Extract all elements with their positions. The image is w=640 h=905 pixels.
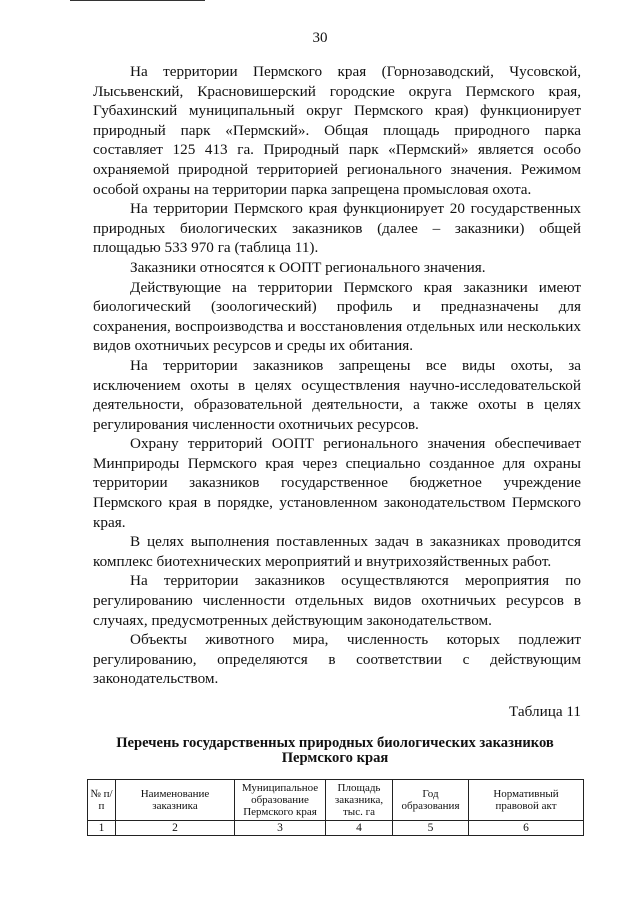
body-text	[93, 62, 581, 689]
column-number-cell: 6	[469, 821, 584, 836]
column-number-cell: 5	[393, 821, 469, 836]
paragraph-hunting-ban: На территории заказников запрещены все виды охоты, за исключением охоты в целях осуществления научно-исследовательской деятельности, образовательной деятельности, а также охоты в целях регулирования численности охотничьих ресурсов.	[93, 356, 581, 433]
paragraph-wildlife-objects: Объекты животного мира, численность которых подлежит регулированию, определяются в соответствии с действующим законодательством.	[93, 631, 581, 688]
reserves-table	[87, 779, 584, 836]
table-column-number-row	[88, 821, 584, 836]
paragraph-natural-park: На территории Пермского края (Горнозаводский, Чусовской, Лысьвенский, Красновишерский городские округа Пермского края, Губахинский муниципальный округ Пермского края) функционирует природный парк «Пермский». Общая площадь природного парка составляет 125 413 га. Природный парк «Пермский» является особо охраняемой природной территорией регионального значения. Режимом особой охраны на территории парка запрещена промысловая охота.	[93, 63, 581, 198]
column-number-cell: 4	[326, 821, 393, 836]
column-number-cell: 3	[235, 821, 326, 836]
paragraph-regulation: На территории заказников осуществляются мероприятия по регулированию численности отдельных видов охотничьих ресурсов в случаях, предусмотренных действующим законодательством.	[93, 572, 581, 629]
column-number-cell: 1	[88, 821, 116, 836]
paragraph-protection: Охрану территорий ООПТ регионального значения обеспечивает Минприроды Пермского края через специально созданное для охраны территории заказников государственное бюджетное учреждение Пермского края в порядке, установленном законодательством Пермского края.	[93, 435, 581, 531]
header-legal-act: Нормативный правовой акт	[469, 780, 584, 821]
header-area: Площадь заказника, тыс. га	[326, 780, 393, 821]
header-year: Год образования	[393, 780, 469, 821]
header-reserve-name: Наименование заказника	[116, 780, 235, 821]
paragraph-biotechnical: В целях выполнения поставленных задач в заказниках проводится комплекс биотехнических мероприятий и внутрихозяйственных работ.	[93, 533, 581, 570]
paragraph-reserves-profile: Действующие на территории Пермского края заказники имеют биологический (зоологический) профиль и предназначены для сохранения, воспроизводства и восстановления отдельных или нескольких видов охотничьих ресурсов и среды их обитания.	[93, 278, 581, 355]
paragraph-reserves-status: Заказники относятся к ООПТ регионального значения.	[130, 258, 486, 276]
column-number-cell: 2	[116, 821, 235, 836]
scan-edge-mark	[70, 0, 205, 5]
table-caption: Таблица 11	[509, 703, 581, 720]
paragraph-reserves-count: На территории Пермского края функционирует 20 государственных природных биологических заказников (далее – заказники) общей площадью 533 970 га (таблица 11).	[93, 200, 581, 257]
header-municipality: Муниципальное образование Пермского края	[235, 780, 326, 821]
table-title: Перечень государственных природных биологических заказников Пермского края	[116, 735, 554, 766]
header-number: № п/п	[88, 780, 116, 821]
table-header-row	[88, 780, 584, 821]
page-number: 30	[312, 30, 328, 46]
